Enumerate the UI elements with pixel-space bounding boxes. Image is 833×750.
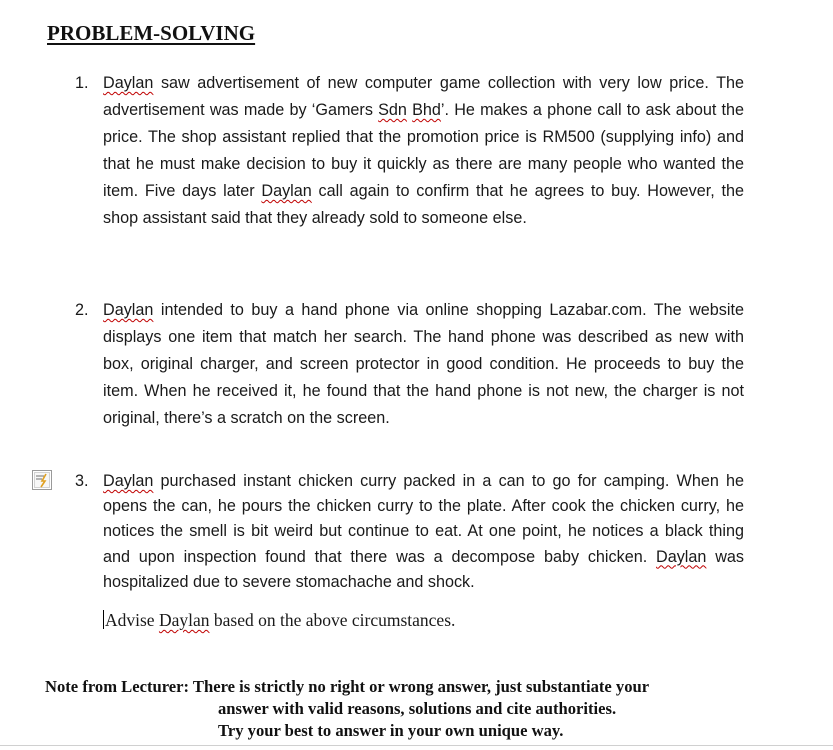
spellcheck-word: Daylan: [103, 74, 154, 92]
sticky-note-icon[interactable]: [31, 469, 53, 491]
item-text: Daylan intended to buy a hand phone via online shopping Lazabar.com. The website displays one item that match her search. The hand phone was described as new with box, original charger, and screen protector in good condition. He proceeds to buy the item. When he received it, he found that the hand phone is not new, the charger is not original, there’s a scratch on the screen.: [103, 301, 744, 427]
item-number: 3.: [75, 472, 89, 490]
advise-name: Daylan: [158, 610, 210, 630]
page-title: PROBLEM-SOLVING: [47, 21, 256, 45]
text-cursor: [103, 610, 104, 629]
advise-instruction[interactable]: [103, 608, 455, 632]
spellcheck-word: Daylan: [103, 301, 154, 319]
note-text: There is strictly no right or wrong answer, just substantiate your: [192, 677, 650, 696]
note-line-3: Try your best to answer in your own unique way.: [218, 721, 564, 740]
spellcheck-word: Sdn: [378, 101, 407, 119]
note-line-2: answer with valid reasons, solutions and cite authorities.: [218, 699, 617, 718]
advise-text-after: based on the above circumstances.: [209, 610, 456, 630]
item-number: 1.: [75, 74, 89, 92]
spellcheck-word: Daylan: [261, 182, 312, 200]
note-line-1: [45, 676, 649, 698]
note-label: Note from Lecturer:: [45, 677, 193, 696]
page-divider: [0, 745, 833, 746]
item-text: Daylan saw advertisement of new computer game collection with very low price. The advertisement was made by ‘Gamers Sdn Bhd’. He makes a phone call to ask about the price. The shop assistant replied that the promotion price is RM500 (supplying info) and that he must make decision to buy it quickly as there are many people who wanted the item. Five days later Daylan call again to confirm that he agrees to buy. However, the shop assistant said that they already sold to someone else.: [103, 74, 745, 227]
spellcheck-word: Daylan: [656, 547, 707, 566]
spellcheck-word: Daylan: [103, 472, 154, 490]
advise-text-before: Advise: [105, 610, 159, 630]
lecturer-note: [45, 676, 649, 742]
spellcheck-word: Bhd: [412, 101, 441, 119]
item-text: Daylan purchased instant chicken curry packed in a can to go for camping. When he opens the can, he pours the chicken curry to the plate. After cook the chicken curry, he notices the smell is bit weird but continue to eat. At one point, he notices a black thing and upon inspection found that there was a decompose baby chicken. Daylan was hospitalized due to severe stomachache and shock.: [103, 472, 744, 591]
item-number: 2.: [75, 301, 89, 319]
